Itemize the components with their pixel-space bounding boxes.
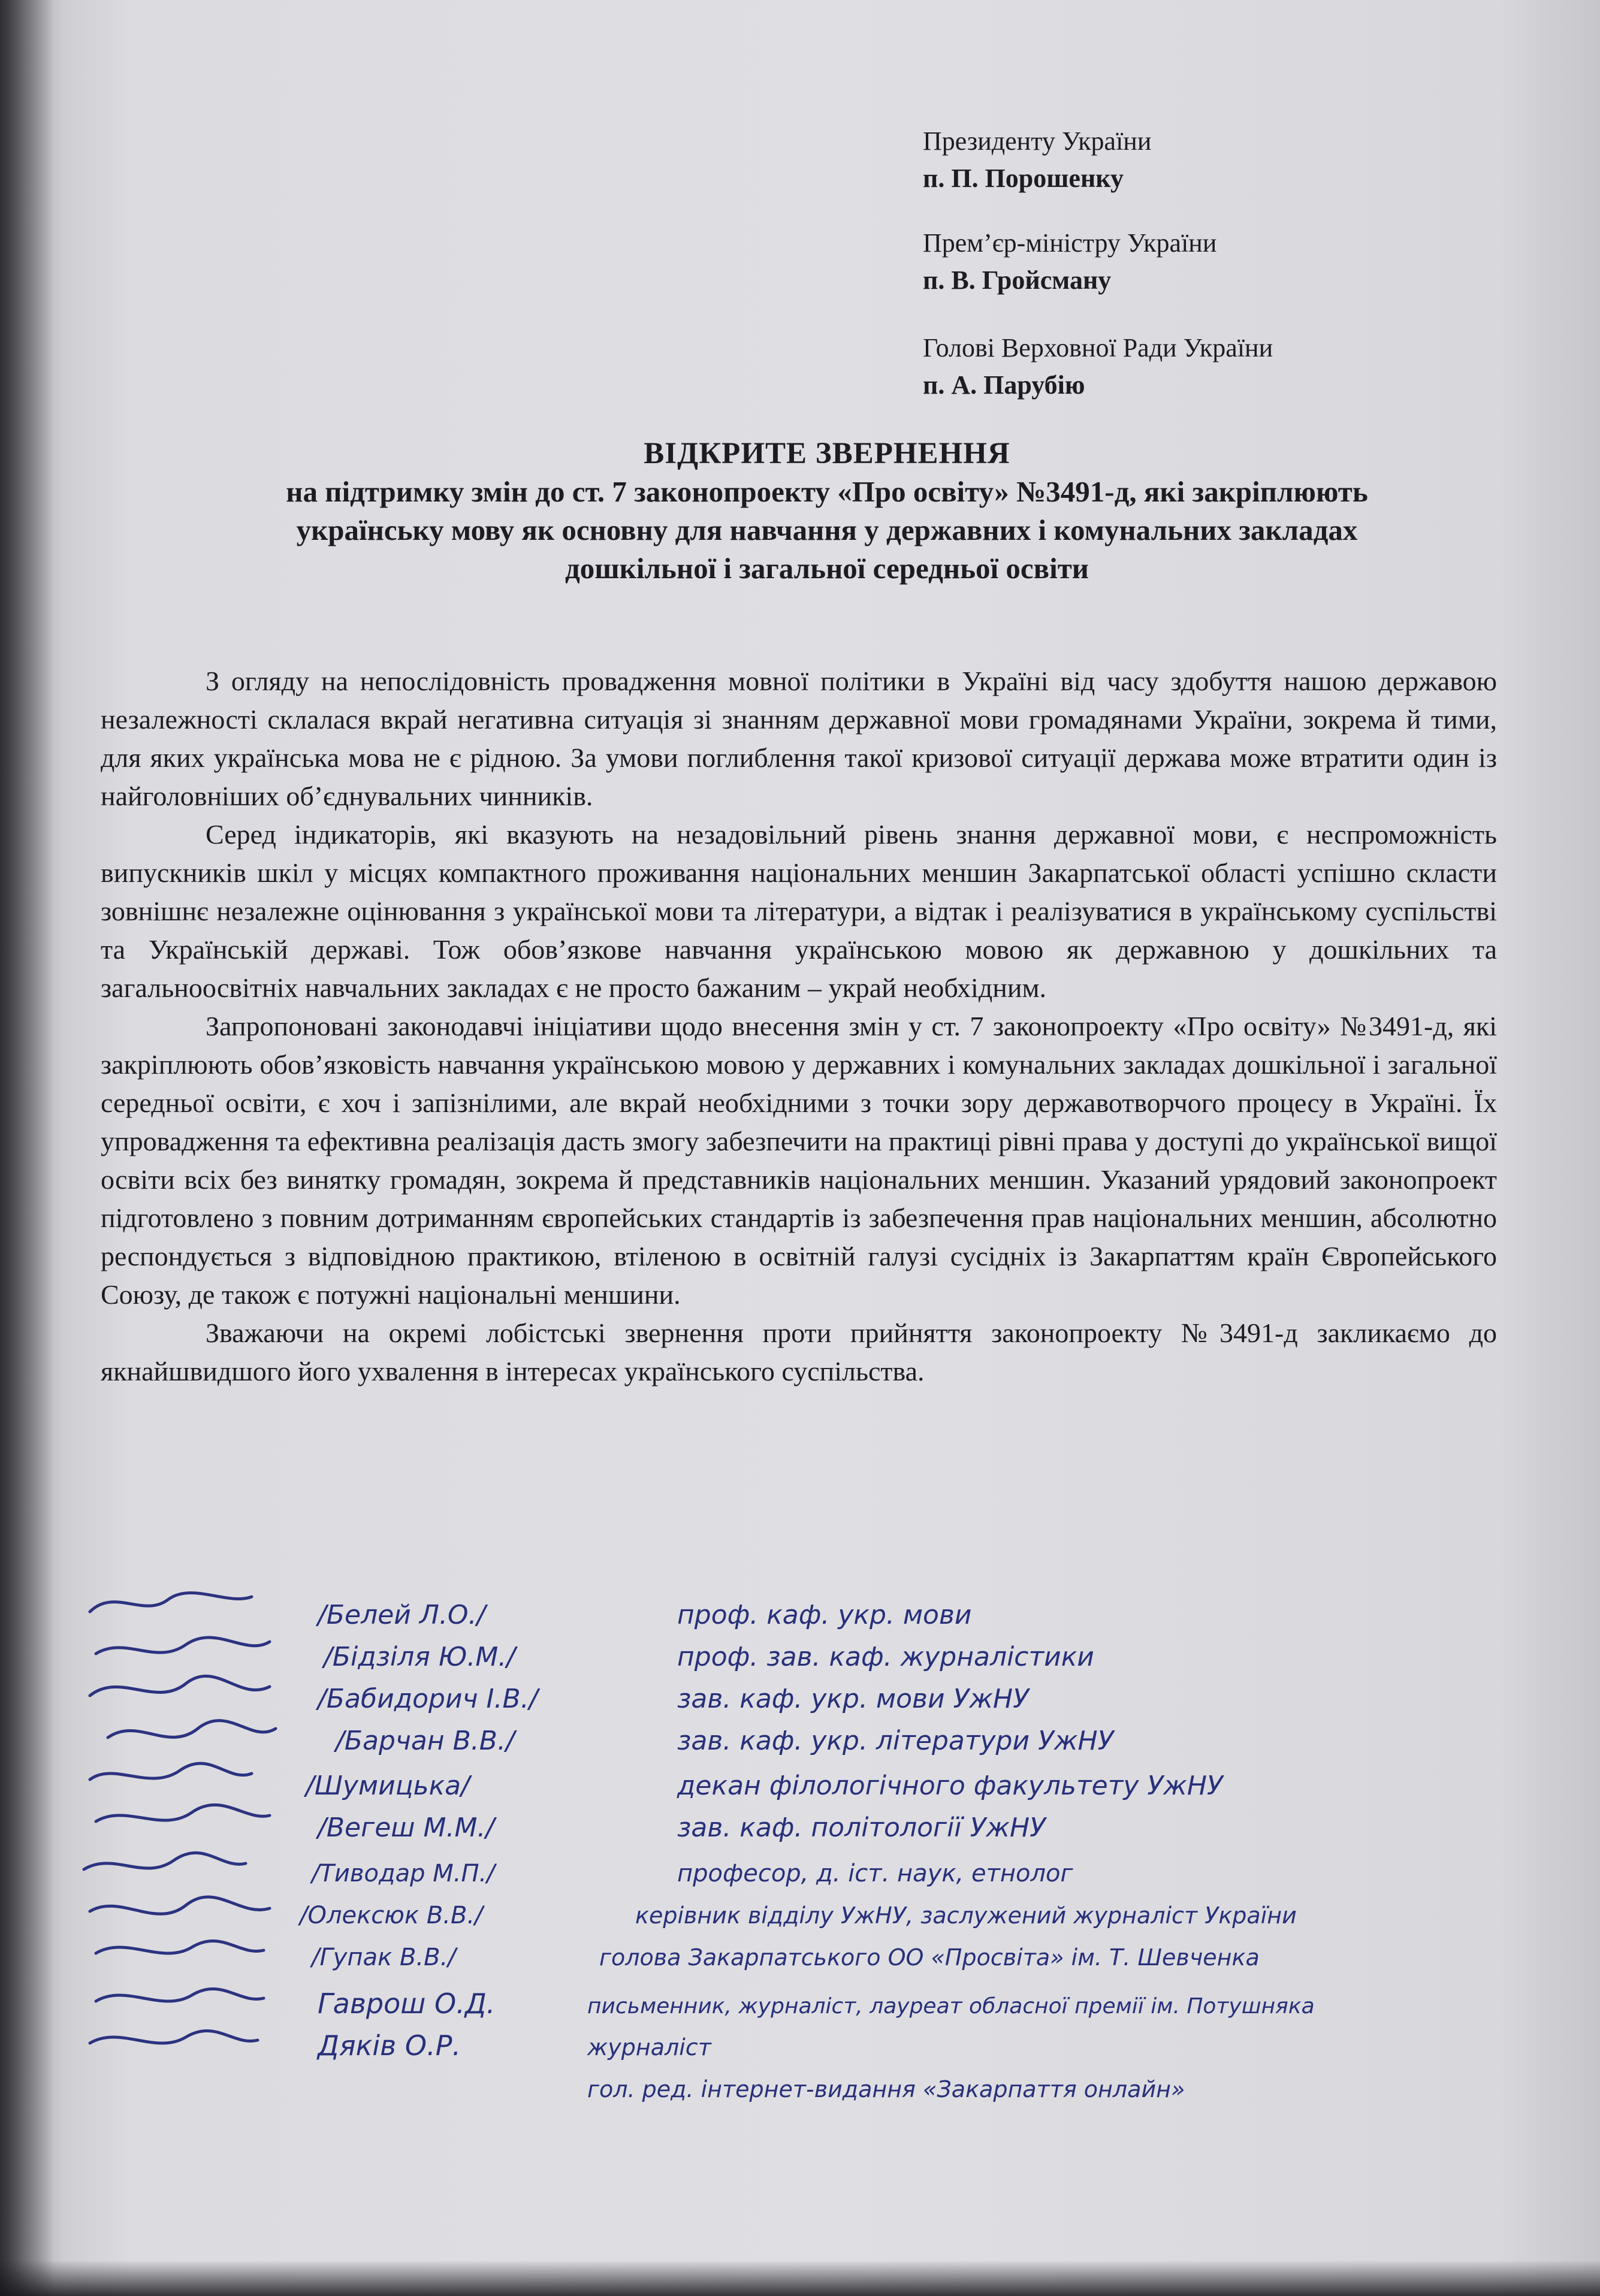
signature-scribble-7: [84, 1853, 246, 1869]
signer-name: /Бабидорич І.В./: [318, 1684, 538, 1714]
title-line-2: українську мову як основну для навчання у державних і комунальних закладах: [296, 513, 1358, 546]
signer-position: зав. каф. укр. літератури УжНУ: [677, 1726, 1114, 1756]
signature-scribble-1: [90, 1593, 252, 1612]
signature-scribble-10: [96, 1989, 264, 2001]
signer-name: Дяків О.Р.: [318, 2029, 461, 2062]
page-edge-shadow: [0, 0, 54, 2296]
signer-name: /Гупак В.В./: [312, 1944, 456, 1971]
signatures-block: [72, 1582, 1594, 2109]
signature-scribble-8: [90, 1897, 270, 1914]
signature-scribble-4: [108, 1721, 276, 1738]
signer-position: зав. каф. укр. мови УжНУ: [677, 1684, 1029, 1714]
paragraph-1: З огляду на непослідовність провадження мовної політики в Україні від часу здобуття нашою державою незалежності склалася вкрай негативна ситуація зі знанням державної мови громадянами України, зокрема й тими, для яких українська мова не є рідною. За умови поглиблення такої кризової ситуації держава може втратити один із найголовніших об’єднувальних чинників.: [101, 666, 1497, 811]
signature-scribble-5: [90, 1763, 252, 1780]
signer-name: /Олексюк В.В./: [300, 1902, 483, 1929]
signer-position: гол. ред. інтернет-видання «Закарпаття онлайн»: [587, 2076, 1185, 2102]
addressee-prime-minister: [923, 225, 1216, 299]
signature-scribble-6: [96, 1805, 270, 1821]
signer-position: голова Закарпатського ОО «Просвіта» ім. Т. Шевченка: [599, 1944, 1260, 1971]
signer-position: проф. каф. укр. мови: [677, 1600, 972, 1630]
signer-position: професор, д. іст. наук, етнолог: [677, 1860, 1073, 1887]
signer-position: декан філологічного факультету УжНУ: [677, 1771, 1223, 1801]
signer-position: письменник, журналіст, лауреат обласної премії ім. Потушняка: [587, 1994, 1315, 2019]
addressee-name: п. А. Парубію: [923, 370, 1085, 400]
signature-scribble-3: [90, 1676, 270, 1696]
page-bottom-shadow: [0, 2260, 1600, 2296]
addressee-name: п. П. Порошенку: [923, 164, 1124, 193]
signer-name: /Шумицька/: [306, 1771, 470, 1801]
addressee-president: [923, 123, 1151, 197]
signer-name: /Барчан В.В./: [336, 1726, 515, 1756]
signer-name: /Тиводар М.П./: [312, 1860, 495, 1887]
signer-position: зав. каф. політології УжНУ: [677, 1812, 1046, 1843]
addressee-role: Президенту України: [923, 126, 1152, 156]
signer-position: журналіст: [587, 2034, 711, 2061]
signature-lines: [298, 1600, 1315, 2102]
signature-scribble-2: [96, 1638, 270, 1654]
signature-scribbles: [84, 1593, 276, 2043]
paragraph-3: Запропоновані законодавчі ініціативи щодо внесення змін у ст. 7 законопроекту «Про освіту» №3491-д, які закріплюють обов’язковість навчання українською мовою у державних і комунальних закладах дошкільної і загальної середньої освіти, є хоч і запізнілими, але вкрай необхідними з точки зору державотворчого процесу в Україні. Їх упровадження та ефективна реалізація дасть змогу забезпечити на практиці рівні права у доступі до української вищої освіти всіх без винятку громадян, зокрема й представників національних меншин. Указаний урядовий законопроект підготовлено з повним дотриманням європейських стандартів із забезпечення прав національних меншин, абсолютно респондується з відповідною практикою, втіленою в освітній галузі сусідніх із Закарпаттям країн Європейського Союзу, де також є потужні національні меншини.: [101, 1011, 1497, 1310]
letter-body: [101, 662, 1497, 1391]
paragraph-2: Серед індикаторів, які вказують на незадовільний рівень знання державної мови, є неспроможність випускників шкіл у місцях компактного проживання національних меншин Закарпатської області успішно скласти зовнішнє незалежне оцінювання з української мови та літератури, а відтак і реалізуватися в українському суспільстві та Українській державі. Тож обов’язкове навчання українською мовою як державною у дошкільних та загальноосвітніх навчальних закладах є не просто бажаним – украй необхідним.: [101, 819, 1497, 1003]
signer-position: керівник відділу УжНУ, заслужений журналіст України: [635, 1902, 1297, 1929]
signer-name: /Вегеш М.М./: [318, 1812, 495, 1843]
title-line-3: дошкільної і загальної середньої освіти: [564, 552, 1089, 585]
signer-name: /Бідзіля Ю.М./: [324, 1642, 516, 1672]
handwritten-signatures-svg: [72, 1582, 1594, 2109]
title-main: ВІДКРИТЕ ЗВЕРНЕННЯ: [644, 437, 1010, 470]
signer-position: проф. зав. каф. журналістики: [677, 1642, 1094, 1672]
addressee-role: Голові Верховної Ради України: [923, 333, 1273, 362]
signer-name: /Белей Л.О./: [318, 1600, 486, 1630]
signature-scribble-9: [96, 1941, 264, 1953]
addressee-name: п. В. Гройсману: [923, 265, 1112, 295]
signer-name: Гаврош О.Д.: [318, 1987, 496, 2020]
addressee-role: Прем’єр-міністру України: [923, 228, 1217, 258]
addressee-parliament-head: [923, 330, 1273, 404]
paragraph-4: Зважаючи на окремі лобістські звернення проти прийняття законопроекту №3491-д закликаємо до якнайшвидшого його ухвалення в інтересах українського суспільства.: [101, 1318, 1497, 1386]
letter-title: [108, 434, 1546, 588]
title-line-1: на підтримку змін до ст. 7 законопроекту «Про освіту» №3491-д, які закріплюють: [286, 475, 1368, 508]
signature-scribble-11: [90, 2031, 258, 2043]
